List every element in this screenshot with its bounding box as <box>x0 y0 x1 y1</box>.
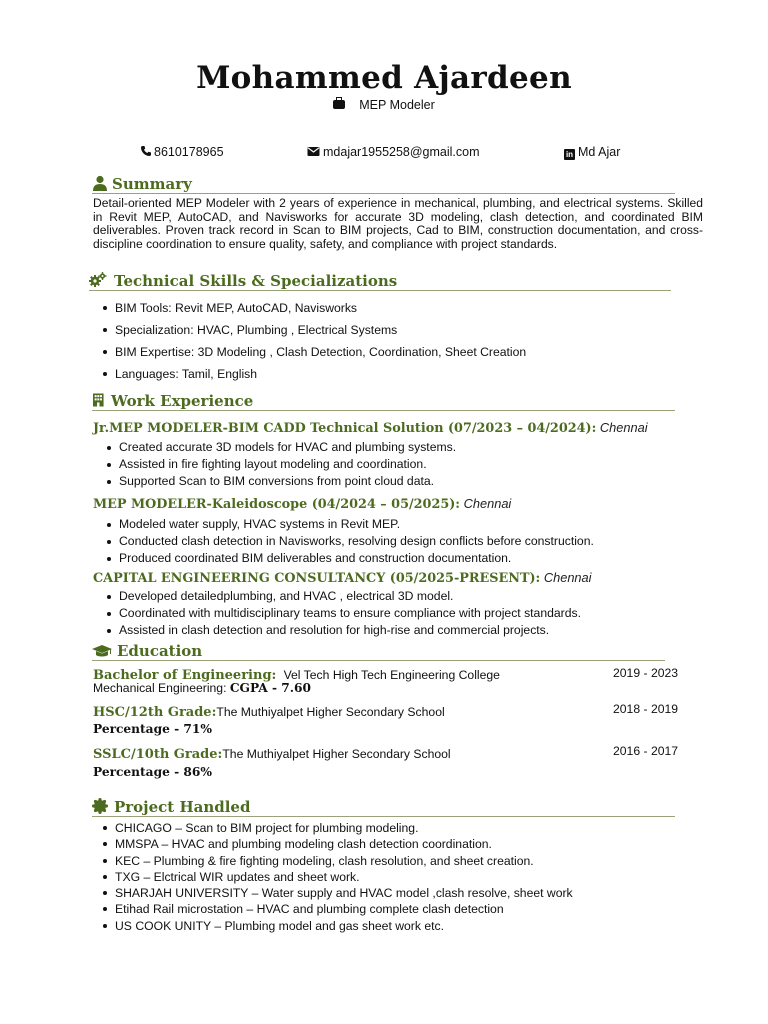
building-icon <box>93 392 106 408</box>
education-years: 2016 - 2017 <box>613 744 679 758</box>
list-item: CHICAGO – Scan to BIM project for plumbing modeling. <box>95 820 575 836</box>
list-item: Developed detailedplumbing, and HVAC , electrical 3D model. <box>99 588 581 605</box>
grade: Percentage - 71% <box>93 722 212 736</box>
grade: Percentage - 86% <box>93 765 212 779</box>
education-years: 2019 - 2023 <box>613 666 679 680</box>
degree-name: HSC/12th Grade: <box>93 705 217 720</box>
projects-list <box>95 820 575 934</box>
email-address[interactable]: mdajar1955258@gmail.com <box>323 145 480 159</box>
degree-name: SSLC/10th Grade: <box>93 747 223 762</box>
list-item: Supported Scan to BIM conversions from point cloud data. <box>99 473 456 490</box>
graduation-cap-icon <box>92 644 112 658</box>
job-org: MEP MODELER-Kaleidoscope (04/2024 – 05/2025): <box>93 497 461 512</box>
list-item: Assisted in fire fighting layout modeling and coordination. <box>99 456 456 473</box>
list-item: Modeled water supply, HVAC systems in Revit MEP. <box>99 516 594 533</box>
job-location: Chennai <box>463 496 512 511</box>
school-name: The Muthiyalpet Higher Secondary School <box>216 705 445 719</box>
education-detail <box>93 681 311 695</box>
section-title: Technical Skills & Specializations <box>114 272 398 290</box>
summary-paragraph: Detail-oriented MEP Modeler with 2 years of experience in mechanical, plumbing, and electrical systems. Skilled in Revit MEP, AutoCAD, and Navisworks for accurate 3D modeling, clash detection, and coordinated BIM deliverables. Proven track record in Scan to BIM projects, Cad to BIM, construction documentation, and cross-discipline coordination to ensure quality, safety, and compliance with project standards. <box>93 196 703 251</box>
section-title: Summary <box>112 175 192 193</box>
school-name: The Muthiyalpet Higher Secondary School <box>222 747 451 761</box>
education-detail <box>93 765 212 779</box>
list-item: MMSPA – HVAC and plumbing modeling clash detection coordination. <box>95 836 575 852</box>
contact-linkedin <box>564 145 620 160</box>
job-title <box>93 420 648 436</box>
job-bullets <box>99 516 594 567</box>
degree-name: Bachelor of Engineering: <box>93 668 277 683</box>
contact-phone <box>140 145 224 159</box>
list-item: Languages: Tamil, English <box>95 366 526 388</box>
job-org: Jr.MEP MODELER-BIM CADD Technical Solution (07/2023 – 04/2024): <box>93 421 597 436</box>
list-item: US COOK UNITY – Plumbing model and gas sheet work etc. <box>95 918 575 934</box>
school-name: Vel Tech High Tech Engineering College <box>283 668 500 682</box>
list-item: SHARJAH UNIVERSITY – Water supply and HVAC model ,clash resolve, sheet work <box>95 885 575 901</box>
role-title: MEP Modeler <box>359 98 435 112</box>
job-bullets <box>99 439 456 490</box>
section-summary <box>92 174 675 194</box>
job-location: Chennai <box>543 570 592 585</box>
envelope-icon <box>307 146 320 157</box>
skills-list <box>95 300 526 388</box>
section-title: Education <box>117 642 203 660</box>
job-title <box>93 496 511 512</box>
section-work <box>92 391 675 411</box>
job-bullets <box>99 588 581 639</box>
list-item: TXG – Elctrical WIR updates and sheet work. <box>95 869 575 885</box>
linkedin-name[interactable]: Md Ajar <box>578 145 621 159</box>
education-entry <box>93 704 445 720</box>
job-title <box>93 570 592 586</box>
list-item: Coordinated with multidisciplinary teams to ensure compliance with project standards. <box>99 605 581 622</box>
education-years: 2018 - 2019 <box>613 702 679 716</box>
resume-name: Mohammed Ajardeen <box>196 60 572 96</box>
list-item: BIM Tools: Revit MEP, AutoCAD, Navisworks <box>95 300 526 322</box>
list-item: KEC – Plumbing & fire fighting modeling, clash resolution, and sheet creation. <box>95 853 575 869</box>
list-item: Produced coordinated BIM deliverables and construction documentation. <box>99 550 594 567</box>
badge-icon <box>92 798 108 814</box>
list-item: Etihad Rail microstation – HVAC and plumbing complete clash detection <box>95 901 575 917</box>
briefcase-icon <box>333 100 345 109</box>
list-item: Assisted in clash detection and resolution for high-rise and commercial projects. <box>99 622 581 639</box>
role-line <box>0 98 768 112</box>
list-item: BIM Expertise: 3D Modeling , Clash Detection, Coordination, Sheet Creation <box>95 344 526 366</box>
phone-number: 8610178965 <box>154 145 224 159</box>
contact-email <box>307 145 480 159</box>
section-education <box>92 641 665 661</box>
section-title: Work Experience <box>111 392 254 410</box>
user-icon <box>92 175 108 191</box>
section-projects <box>92 797 675 817</box>
phone-icon <box>140 145 152 157</box>
education-entry <box>93 746 451 762</box>
gears-icon <box>89 272 107 288</box>
linkedin-icon: in <box>565 150 574 159</box>
list-item: Specialization: HVAC, Plumbing , Electrical Systems <box>95 322 526 344</box>
grade: CGPA - 7.60 <box>229 681 311 695</box>
job-location: Chennai <box>599 420 648 435</box>
list-item: Conducted clash detection in Navisworks, resolving design conflicts before construction. <box>99 533 594 550</box>
major-label: Mechanical Engineering: <box>93 681 227 695</box>
job-org: CAPITAL ENGINEERING CONSULTANCY (05/2025-PRESENT): <box>93 571 541 586</box>
section-skills <box>89 271 671 291</box>
section-title: Project Handled <box>114 798 251 816</box>
education-detail <box>93 722 212 736</box>
list-item: Created accurate 3D models for HVAC and plumbing systems. <box>99 439 456 456</box>
